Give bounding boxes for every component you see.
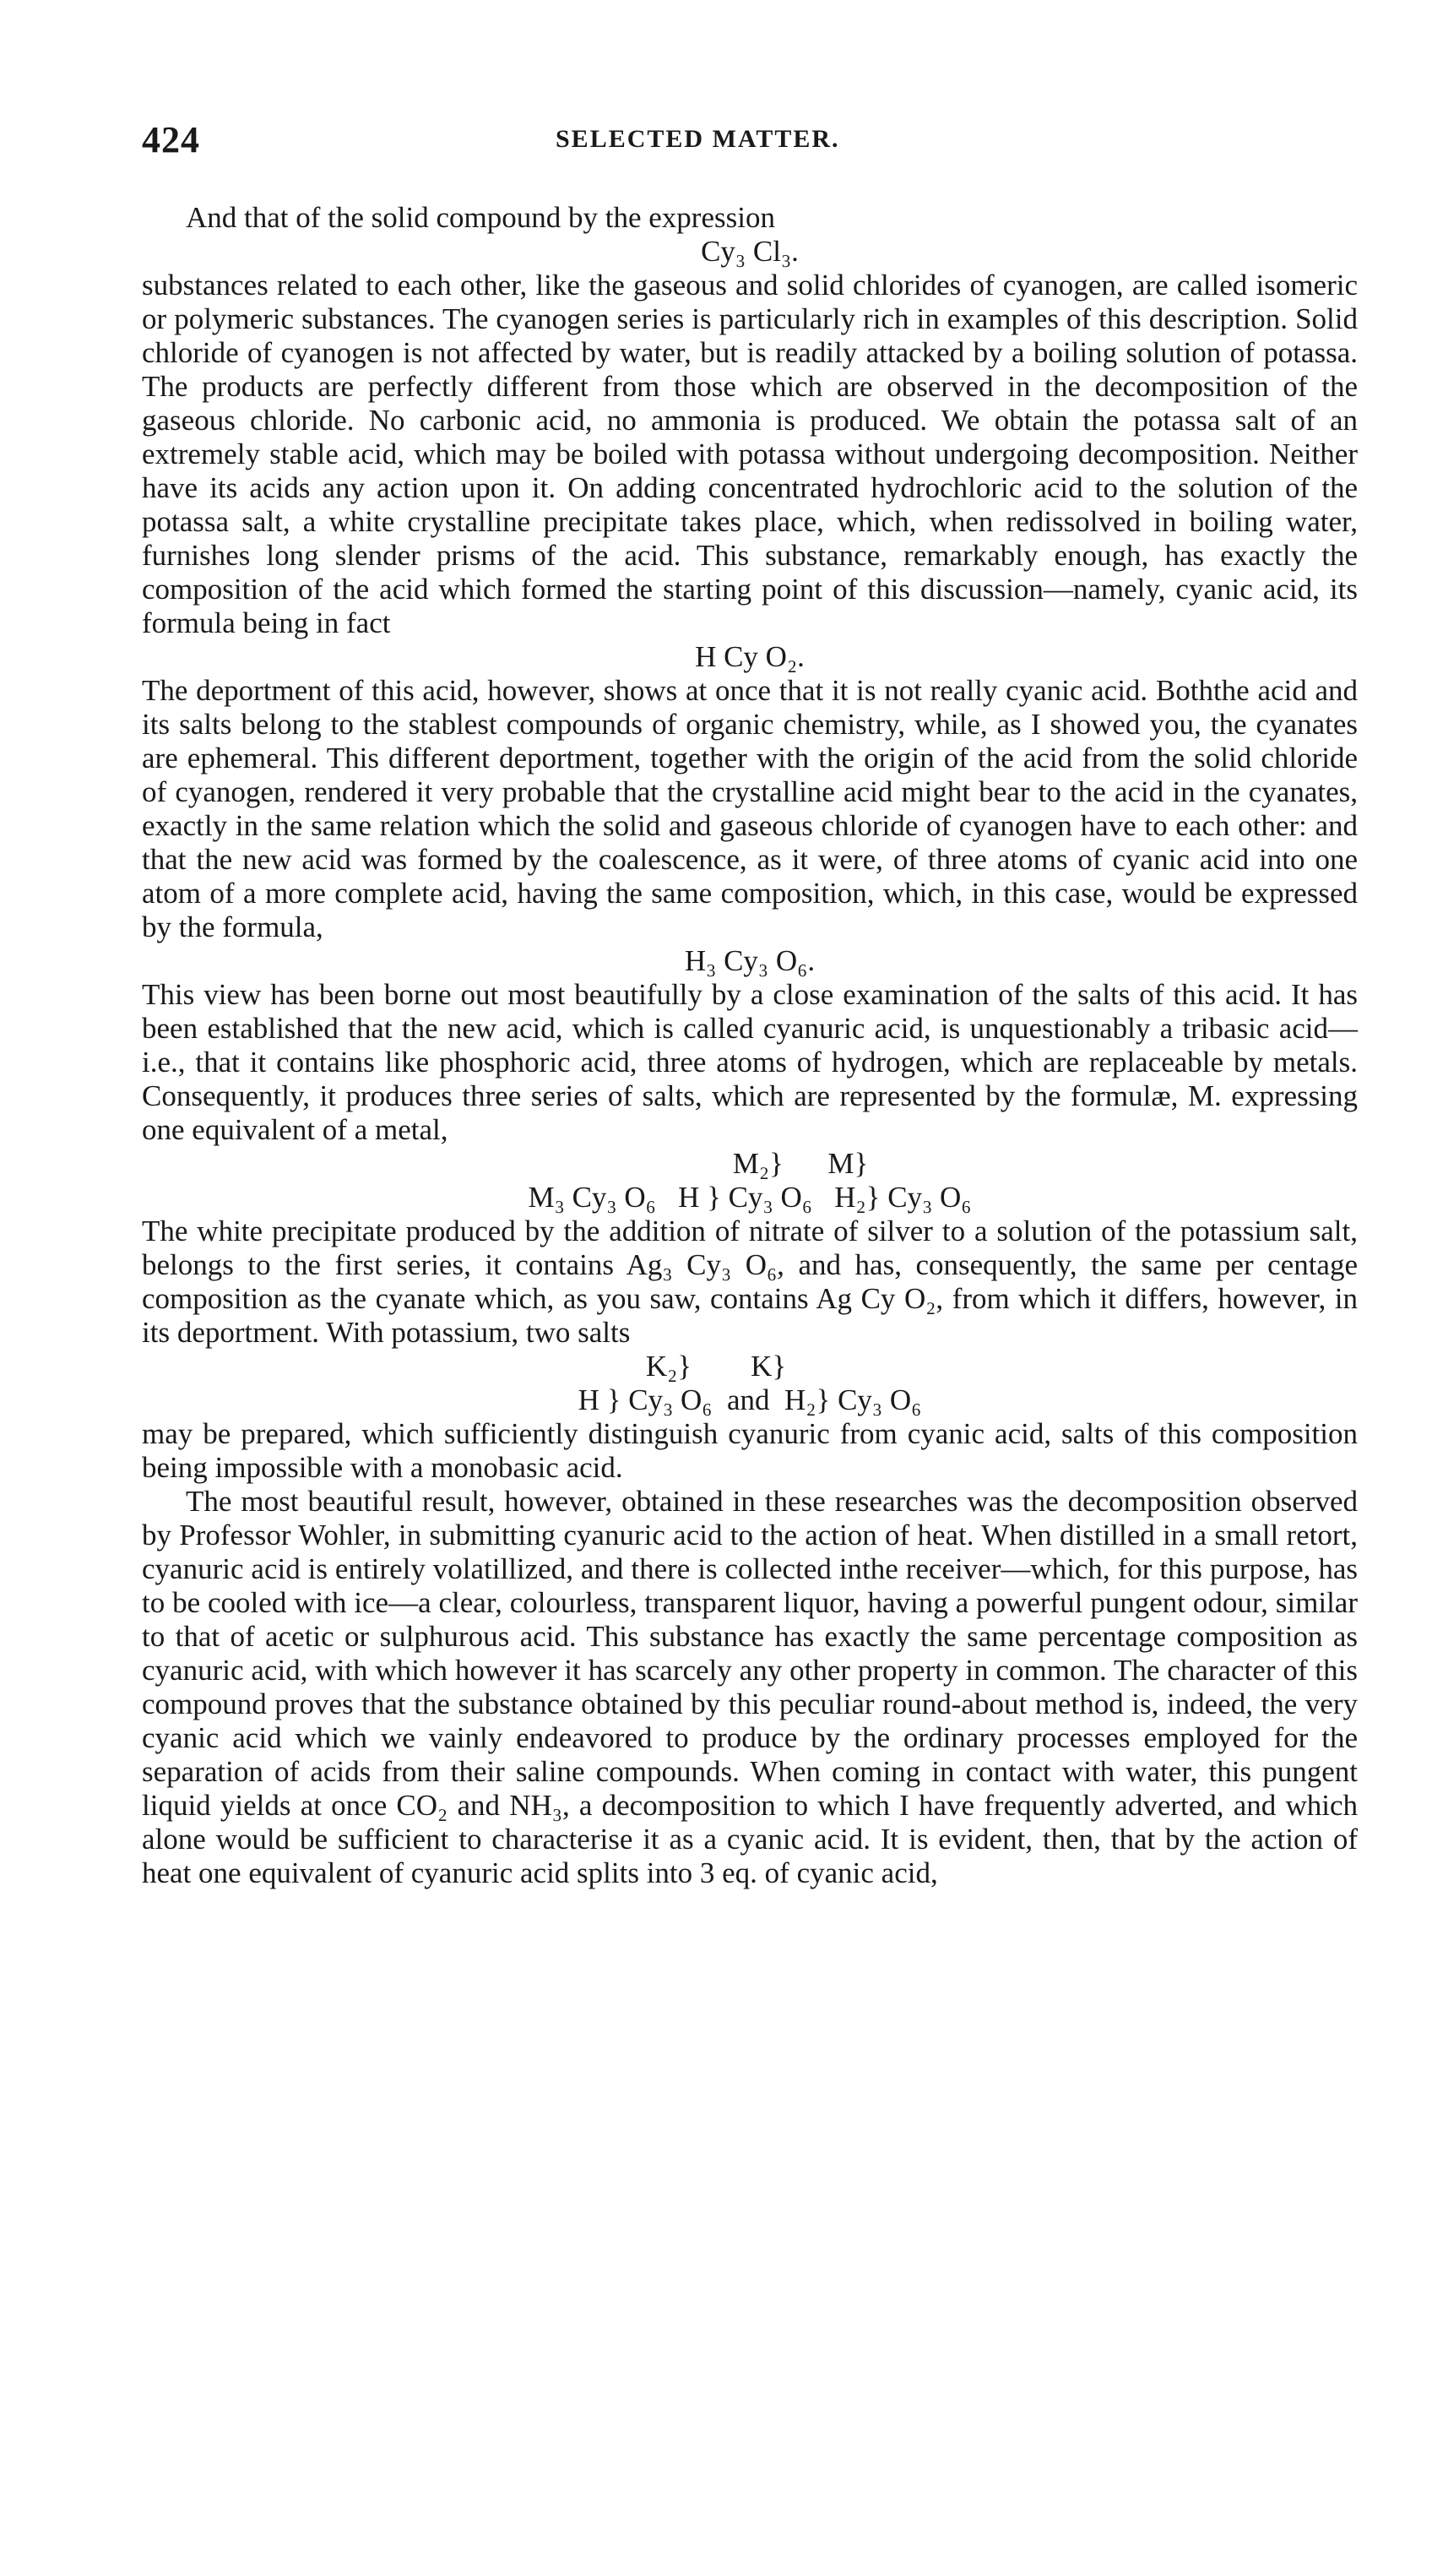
paragraph-6: may be prepared, which sufficiently distinguish cyanuric from cyanic acid, salts of this composition being impossible with a monobasic acid. [142, 1417, 1358, 1484]
article-body [142, 201, 1358, 1890]
formula-salt-series-main: M₃ Cy₃ O₆ H } Cy₃ O₆ H₂} Cy₃ O₆ [528, 1181, 972, 1214]
paragraph-5: The white precipitate produced by the addition of nitrate of silver to a solution of the potassium salt, belongs to the first series, it contains Ag₃ Cy₃ O₆, and has, consequently, the same per centage composition as the cyanate which, as you saw, contains Ag Cy O₂, from which it differs, however, in its deportment. With potassium, two salts [142, 1215, 1358, 1349]
paragraph-3: The deportment of this acid, however, shows at once that it is not really cyanic acid. Boththe acid and its salts belong to the stablest compounds of organic chemistry, while, as I showed you, the cyanates are ephemeral. This different deportment, together with the origin of the acid from the solid chloride of cyanogen, rendered it very probable that the crystalline acid might bear to the acid in the cyanates, exactly in the same relation which the solid and gaseous chloride of cyanogen have to each other: and that the new acid was formed by the coalescence, as it were, of three atoms of cyanic acid into one atom of a more complete acid, having the same composition, which, in this case, would be expressed by the formula, [142, 674, 1358, 943]
formula-solid-chloride: Cy₃ Cl₃. [701, 235, 799, 268]
paragraph-1: And that of the solid compound by the expression [186, 201, 775, 234]
formula-salt-series [142, 1147, 1358, 1215]
formula-salt-series-top: M₂} M} [732, 1147, 869, 1180]
formula-cyanuric-acid: H₃ Cy₃ O₆. [684, 944, 816, 977]
paragraph-7: The most beautiful result, however, obtained in these researches was the decomposition observed by Professor Wohler, in submitting cyanuric acid to the action of heat. When distilled in a small retort, cyanuric acid is entirely volatillized, and there is collected inthe receiver—which, for this purpose, has to be cooled with ice—a clear, colourless, transparent liquor, having a powerful pungent odour, similar to that of acetic or sulphurous acid. This substance has exactly the same percentage composition as cyanuric acid, with which however it has scarcely any other property in common. The character of this compound proves that the substance obtained by this peculiar round-about method is, indeed, the very cyanic acid which we vainly endeavored to produce by the ordinary processes employed for the separation of acids from their saline compounds. When coming in contact with water, this pungent liquid yields at once CO₂ and NH₃, a decomposition to which I have frequently adverted, and which alone would be sufficient to characterise it as a cyanic acid. It is evident, then, that by the action of heat one equivalent of cyanuric acid splits into 3 eq. of cyanic acid, [142, 1485, 1358, 1889]
paragraph-4: This view has been borne out most beautifully by a close examination of the salts of this acid. It has been established that the new acid, which is called cyanuric acid, is unquestionably a tribasic acid—i.e., that it contains like phosphoric acid, three atoms of hydrogen, which are replaceable by metals. Consequently, it produces three series of salts, which are represented by the formulæ, M. expressing one equivalent of a metal, [142, 978, 1358, 1146]
page-header [142, 118, 1358, 169]
paragraph-2: substances related to each other, like the gaseous and solid chlorides of cyanogen, are called isomeric or polymeric substances. The cyanogen series is particularly rich in examples of this description. Solid chloride of cyanogen is not affected by water, but is readily attacked by a boiling solution of potassa. The products are perfectly different from those which are observed in the decomposition of the gaseous chloride. No carbonic acid, no ammonia is produced. We obtain the potassa salt of an extremely stable acid, which may be boiled with potassa without undergoing decomposition. Neither have its acids any action upon it. On adding concentrated hydrochloric acid to the solution of the potassa salt, a white crystalline precipitate takes place, which, when redissolved in boiling water, furnishes long slender prisms of the acid. This substance, remarkably enough, has exactly the composition of the acid which formed the starting point of this discussion—namely, cyanic acid, its formula being in fact [142, 269, 1358, 639]
formula-potassium-salts-top: K₂} K} [645, 1350, 787, 1383]
running-head: SELECTED MATTER. [556, 125, 840, 153]
formula-potassium-salts [142, 1350, 1358, 1417]
formula-potassium-salts-main: H } Cy₃ O₆ and H₂} Cy₃ O₆ [578, 1383, 922, 1416]
formula-cyanic-acid: H Cy O₂. [695, 640, 805, 673]
page-number: 424 [142, 119, 200, 160]
